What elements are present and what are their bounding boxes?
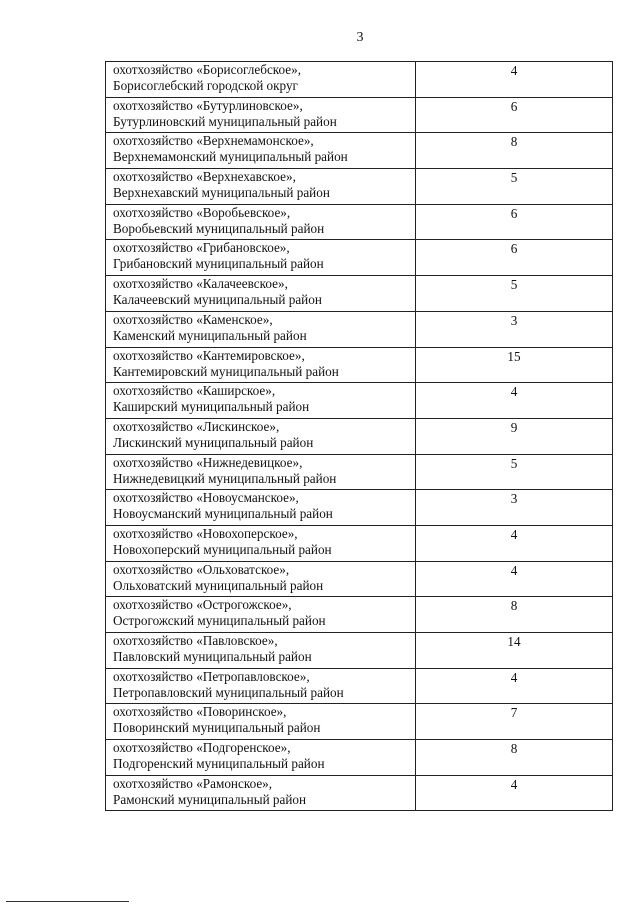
hunting-ground-cell bbox=[106, 133, 416, 169]
quota-value: 3 bbox=[416, 490, 613, 526]
hunting-ground-name: охотхозяйство «Бутурлиновское», bbox=[113, 97, 303, 113]
quota-value: 3 bbox=[416, 311, 613, 347]
hunting-ground-name: охотхозяйство «Новоусманское», bbox=[113, 490, 299, 506]
district-name: Новохоперский муниципальный район bbox=[113, 541, 332, 557]
hunting-ground-name: охотхозяйство «Острогожское», bbox=[113, 597, 292, 613]
hunting-ground-cell bbox=[106, 418, 416, 454]
quota-value: 6 bbox=[416, 204, 613, 240]
hunting-ground-name: охотхозяйство «Поворинское», bbox=[113, 704, 287, 720]
quota-value: 4 bbox=[416, 668, 613, 704]
hunting-ground-cell bbox=[106, 597, 416, 633]
hunting-ground-cell bbox=[106, 169, 416, 205]
quota-value: 8 bbox=[416, 597, 613, 633]
district-name: Петропавловский муниципальный район bbox=[113, 684, 344, 700]
hunting-ground-cell bbox=[106, 561, 416, 597]
quota-value: 6 bbox=[416, 97, 613, 133]
quota-value: 5 bbox=[416, 454, 613, 490]
table-row bbox=[106, 561, 613, 597]
hunting-ground-cell bbox=[106, 740, 416, 776]
hunting-ground-cell bbox=[106, 62, 416, 98]
hunting-ground-name: охотхозяйство «Рамонское», bbox=[113, 775, 273, 791]
table-body bbox=[106, 62, 613, 811]
quota-value: 4 bbox=[416, 775, 613, 811]
table-row bbox=[106, 240, 613, 276]
district-name: Ольховатский муниципальный район bbox=[113, 577, 324, 593]
table-row bbox=[106, 775, 613, 811]
hunting-ground-cell bbox=[106, 704, 416, 740]
hunting-ground-cell bbox=[106, 633, 416, 669]
hunting-ground-cell bbox=[106, 204, 416, 240]
quota-value: 4 bbox=[416, 383, 613, 419]
district-name: Каширский муниципальный район bbox=[113, 399, 310, 415]
hunting-ground-name: охотхозяйство «Грибановское», bbox=[113, 240, 290, 256]
hunting-ground-name: охотхозяйство «Каширское», bbox=[113, 383, 276, 399]
hunting-ground-cell bbox=[106, 668, 416, 704]
quota-value: 9 bbox=[416, 418, 613, 454]
quota-value: 4 bbox=[416, 561, 613, 597]
hunting-ground-name: охотхозяйство «Подгоренское», bbox=[113, 740, 291, 756]
hunting-ground-name: охотхозяйство «Лискинское», bbox=[113, 418, 280, 434]
quota-value: 8 bbox=[416, 740, 613, 776]
district-name: Кантемировский муниципальный район bbox=[113, 363, 339, 379]
district-name: Рамонский муниципальный район bbox=[113, 791, 307, 807]
district-name: Павловский муниципальный район bbox=[113, 649, 312, 664]
hunting-ground-cell bbox=[106, 276, 416, 312]
hunting-ground-name: охотхозяйство «Верхнехавское», bbox=[113, 169, 296, 185]
district-name: Поворинский муниципальный район bbox=[113, 720, 321, 736]
hunting-ground-cell bbox=[106, 97, 416, 133]
quota-value: 6 bbox=[416, 240, 613, 276]
hunting-ground-cell bbox=[106, 525, 416, 561]
table-row bbox=[106, 740, 613, 776]
table-row bbox=[106, 347, 613, 383]
table-row bbox=[106, 97, 613, 133]
hunting-ground-name: охотхозяйство «Новохоперское», bbox=[113, 525, 298, 541]
hunting-ground-name: охотхозяйство «Борисоглебское», bbox=[113, 62, 302, 77]
quota-value: 4 bbox=[416, 525, 613, 561]
quota-value: 5 bbox=[416, 276, 613, 312]
hunting-ground-cell bbox=[106, 383, 416, 419]
table-row bbox=[106, 490, 613, 526]
district-name: Подгоренский муниципальный район bbox=[113, 756, 325, 772]
hunting-ground-name: охотхозяйство «Кантемировское», bbox=[113, 347, 305, 363]
table-row bbox=[106, 704, 613, 740]
hunting-ground-cell bbox=[106, 490, 416, 526]
hunting-ground-name: охотхозяйство «Нижнедевицкое», bbox=[113, 454, 303, 470]
district-name: Грибановский муниципальный район bbox=[113, 256, 324, 272]
district-name: Воробьевский муниципальный район bbox=[113, 220, 325, 236]
table-row bbox=[106, 204, 613, 240]
hunting-ground-cell bbox=[106, 240, 416, 276]
district-name: Бутурлиновский муниципальный район bbox=[113, 113, 337, 129]
table-row bbox=[106, 62, 613, 98]
hunting-ground-name: охотхозяйство «Ольховатское», bbox=[113, 561, 290, 577]
footer-divider bbox=[6, 901, 129, 902]
hunting-ground-cell bbox=[106, 347, 416, 383]
quota-value: 5 bbox=[416, 169, 613, 205]
hunting-quota-table bbox=[105, 61, 613, 811]
hunting-ground-name: охотхозяйство «Верхнемамонское», bbox=[113, 133, 314, 149]
district-name: Новоусманский муниципальный район bbox=[113, 506, 333, 522]
hunting-ground-name: охотхозяйство «Петропавловское», bbox=[113, 668, 310, 684]
hunting-ground-name: охотхозяйство «Каменское», bbox=[113, 311, 273, 327]
hunting-ground-name: охотхозяйство «Калачеевское», bbox=[113, 276, 288, 292]
quota-value: 8 bbox=[416, 133, 613, 169]
district-name: Верхнемамонский муниципальный район bbox=[113, 149, 348, 165]
hunting-ground-cell bbox=[106, 454, 416, 490]
hunting-ground-cell bbox=[106, 311, 416, 347]
quota-value: 15 bbox=[416, 347, 613, 383]
table-row bbox=[106, 525, 613, 561]
hunting-ground-cell bbox=[106, 775, 416, 811]
district-name: Каменский муниципальный район bbox=[113, 327, 307, 343]
hunting-ground-name: охотхозяйство «Павловское», bbox=[113, 633, 278, 648]
district-name: Верхнехавский муниципальный район bbox=[113, 185, 330, 201]
table-row bbox=[106, 668, 613, 704]
district-name: Борисоглебский городской округ bbox=[113, 78, 298, 93]
table-row bbox=[106, 383, 613, 419]
hunting-ground-name: охотхозяйство «Воробьевское», bbox=[113, 204, 291, 220]
quota-value: 4 bbox=[416, 62, 613, 98]
table-row bbox=[106, 633, 613, 669]
district-name: Нижнедевицкий муниципальный район bbox=[113, 470, 337, 486]
table-row bbox=[106, 169, 613, 205]
quota-value: 7 bbox=[416, 704, 613, 740]
page-number: 3 bbox=[356, 30, 364, 45]
table-row bbox=[106, 276, 613, 312]
table-row bbox=[106, 311, 613, 347]
district-name: Острогожский муниципальный район bbox=[113, 613, 326, 629]
table-row bbox=[106, 597, 613, 633]
quota-value: 14 bbox=[416, 633, 613, 669]
district-name: Лискинский муниципальный район bbox=[113, 434, 314, 450]
table-row bbox=[106, 133, 613, 169]
table-row bbox=[106, 418, 613, 454]
district-name: Калачеевский муниципальный район bbox=[113, 292, 322, 308]
table-row bbox=[106, 454, 613, 490]
